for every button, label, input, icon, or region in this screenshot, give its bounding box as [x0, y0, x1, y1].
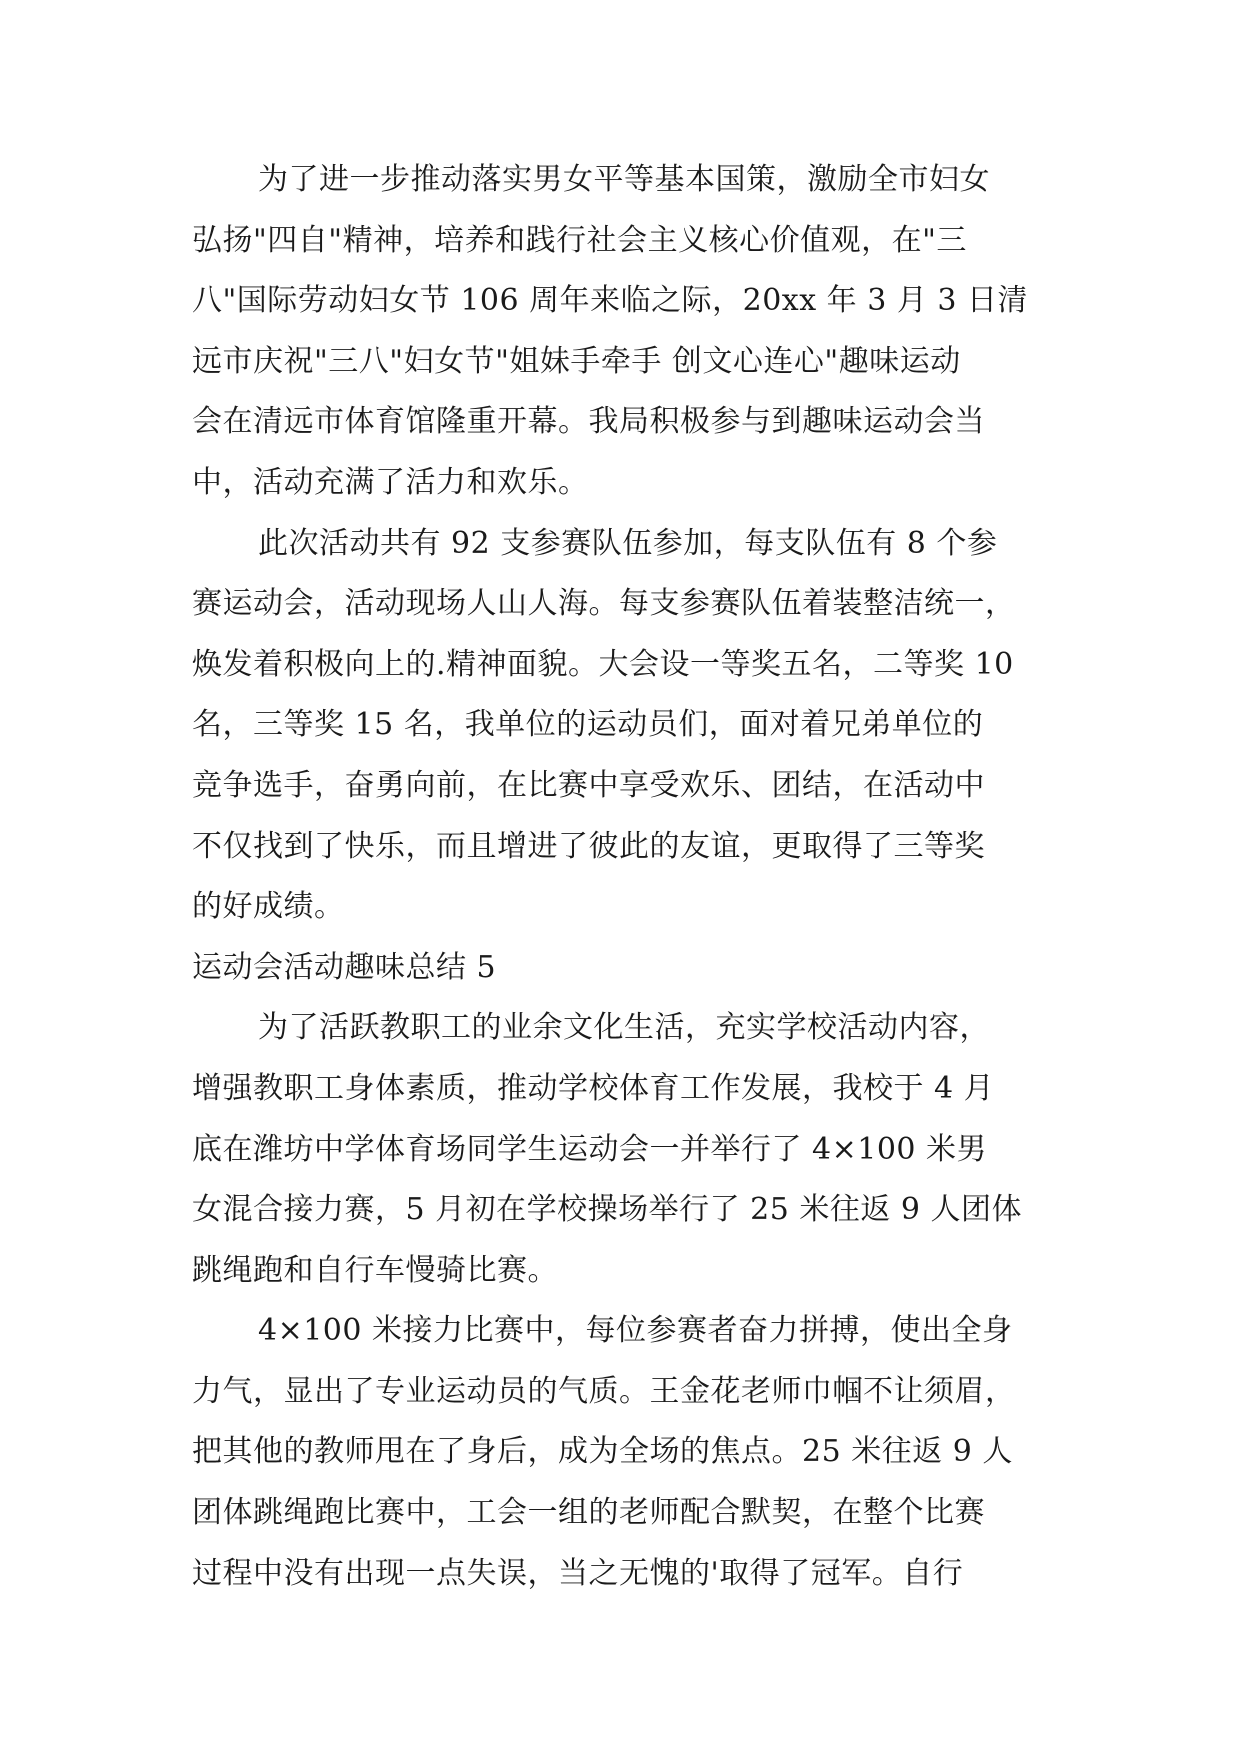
para2-line: 焕发着积极向上的.精神面貌。大会设一等奖五名，二等奖 10 [192, 646, 1014, 682]
document-page [192, 150, 1052, 1604]
para1-line: 中，活动充满了活力和欢乐。 [192, 464, 589, 500]
para4-line: 把其他的教师甩在了身后，成为全场的焦点。25 米往返 9 人 [192, 1434, 1013, 1470]
para4-line: 过程中没有出现一点失误，当之无愧的'取得了冠军。自行 [192, 1555, 964, 1591]
para2-line: 赛运动会，活动现场人山人海。每支参赛队伍着装整洁统一， [192, 586, 1016, 622]
para2-line: 此次活动共有 92 支参赛队伍参加，每支队伍有 8 个参 [258, 525, 998, 561]
para2-line: 竞争选手，奋勇向前，在比赛中享受欢乐、团结，在活动中 [192, 767, 985, 803]
para3-line: 女混合接力赛，5 月初在学校操场举行了 25 米往返 9 人团体 [192, 1192, 1023, 1228]
para4-line: 力气，显出了专业运动员的气质。王金花老师巾帼不让须眉， [192, 1373, 1016, 1409]
para2-line: 名，三等奖 15 名，我单位的运动员们，面对着兄弟单位的 [192, 707, 984, 743]
para3-line: 跳绳跑和自行车慢骑比赛。 [192, 1252, 558, 1288]
para2-line: 不仅找到了快乐，而且增进了彼此的友谊，更取得了三等奖 [192, 828, 985, 864]
section-heading: 运动会活动趣味总结 5 [192, 949, 497, 985]
para3-line: 为了活跃教职工的业余文化生活，充实学校活动内容， [258, 1010, 990, 1046]
para2-line: 的好成绩。 [192, 889, 345, 925]
para1-line: 弘扬"四自"精神，培养和践行社会主义核心价值观，在"三 [192, 222, 967, 258]
para3-line: 增强教职工身体素质，推动学校体育工作发展，我校于 4 月 [192, 1070, 995, 1106]
para3-line: 底在潍坊中学体育场同学生运动会一并举行了 4×100 米男 [192, 1131, 988, 1167]
para4-line: 4×100 米接力比赛中，每位参赛者奋力拼搏，使出全身 [258, 1313, 1013, 1349]
para1-line: 会在清远市体育馆隆重开幕。我局积极参与到趣味运动会当 [192, 404, 985, 440]
para4-line: 团体跳绳跑比赛中，工会一组的老师配合默契，在整个比赛 [192, 1495, 985, 1531]
para1-line: 八"国际劳动妇女节 106 周年来临之际，20xx 年 3 月 3 日清 [192, 283, 1028, 319]
para1-line: 为了进一步推动落实男女平等基本国策，激励全市妇女 [258, 162, 990, 197]
para1-line: 远市庆祝"三八"妇女节"姐妹手牵手 创文心连心"趣味运动 [192, 343, 961, 379]
